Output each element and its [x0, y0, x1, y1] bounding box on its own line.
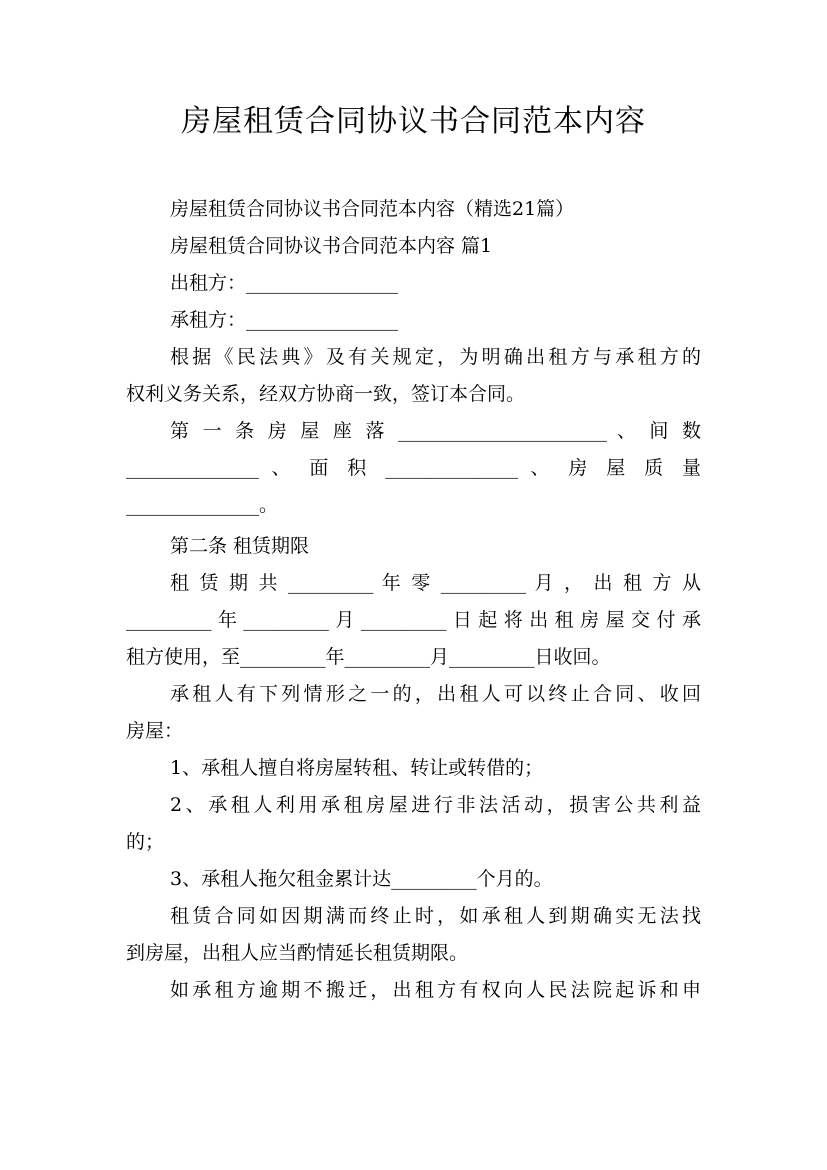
doc-subtitle: 房屋租赁合同协议书合同范本内容（精选21篇） [170, 198, 575, 220]
article-2-line: 租 赁 期 共 _________ 年 零 _________ 月 ， 出 租 方 从 [170, 572, 701, 594]
paragraph-line: 根据《民法典》及有关规定，为明确出租方与承租方的 [170, 346, 701, 368]
condition-item: 的； [126, 831, 165, 853]
article-2-heading: 第二条 租赁期限 [170, 535, 310, 557]
lessor-line: 出租方：________________ [170, 272, 399, 294]
paragraph-line: 到房屋，出租人应当酌情延长租赁期限。 [126, 942, 469, 964]
condition-item: 3、承租人拖欠租金累计达_________个月的。 [170, 868, 553, 890]
condition-item: 1、承租人擅自将房屋转租、转让或转借的； [170, 757, 544, 779]
termination-line: 承租人有下列情形之一的，出租人可以终止合同、收回 [170, 683, 701, 705]
article-2-line: 租方使用，至_________年_________月_________日收回。 [126, 646, 611, 668]
section-heading: 房屋租赁合同协议书合同范本内容 篇1 [170, 235, 493, 257]
document-body [126, 191, 701, 1009]
lessee-line: 承租方：________________ [170, 309, 399, 331]
condition-item: 2、承租人利用承租房屋进行非法活动，损害公共利益 [170, 794, 701, 816]
article-1-line: 第 一 条 房 屋 座 落 ______________________ 、 间 数 [170, 420, 701, 442]
document-title: 房屋租赁合同协议书合同范本内容 [181, 104, 646, 139]
paragraph-line: 租赁合同如因期满而终止时，如承租人到期确实无法找 [170, 905, 701, 927]
paragraph-line: 权利义务关系，经双方协商一致，签订本合同。 [126, 383, 526, 405]
termination-line: 房屋： [126, 720, 184, 742]
article-1-line: ______________ 、 面 积 ______________ 、 房 屋 质 量 [126, 457, 701, 479]
article-1-line: ______________。 [126, 494, 279, 516]
paragraph-line: 如承租方逾期不搬迁，出租方有权向人民法院起诉和申 [170, 979, 701, 1001]
article-2-line: _________年_________月_________日起将出租房屋交付承 [126, 609, 701, 631]
